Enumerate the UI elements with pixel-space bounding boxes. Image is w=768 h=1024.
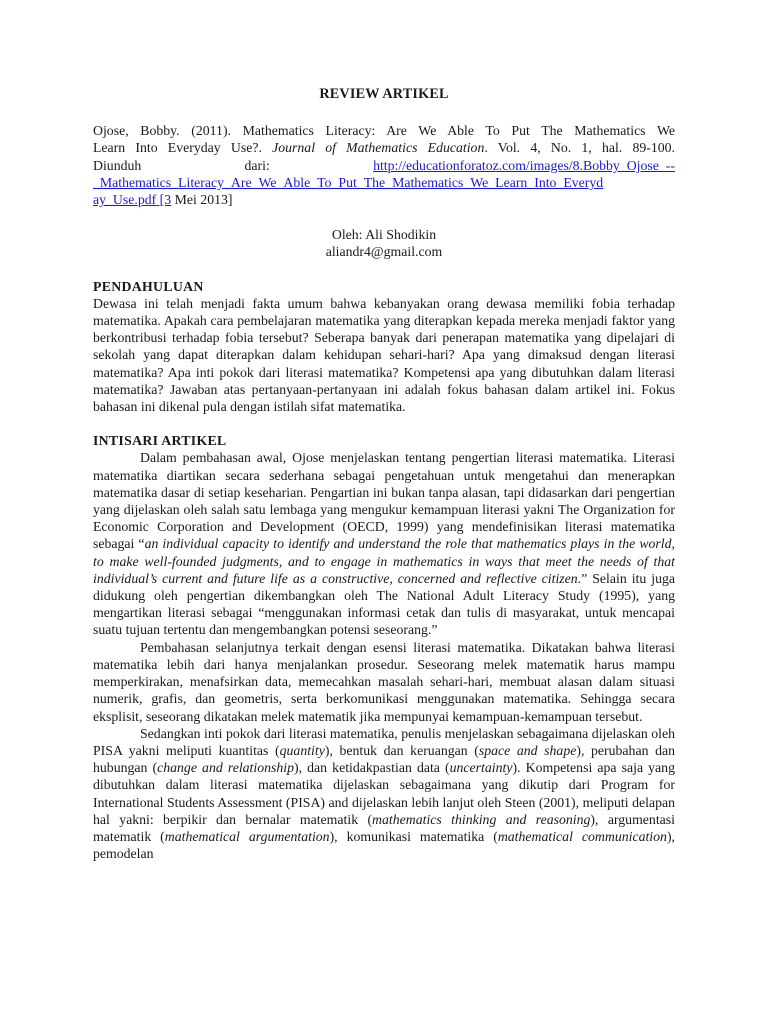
heading-intisari-artikel: INTISARI ARTIKEL [93, 433, 227, 449]
term-mathematics-thinking: mathematics thinking and reasoning [372, 811, 591, 827]
source-url-link-3[interactable]: ay_Use.pdf [93, 192, 157, 208]
intisari-p1-text-a: Dalam pembahasan awal, Ojose menjelaskan tentang pengertian literasi matematika. Literasi matematika diartikan secara sederhana sebagai pengetahuan untuk mengetahui dan menerapkan matematika dasar di setiap keseharian. Pengartian ini bukan tanpa alasan, tapi didasarkan dari pengertian yang dijelaskan oleh salah satu lembaga yang mengukur kemampuan literasi yakni The Organization for Economic Corporation and Development (OECD, 1999) yang mendefinisikan literasi matematika sebagai “ [93, 450, 675, 552]
intisari-p3-text-a: Sedangkan inti pokok dari literasi matematika, penulis menjelaskan sebagaimana dijelaskan oleh PISA yakni meliputi kuantitas ( [93, 725, 675, 758]
source-url-link-2[interactable]: _Mathematics_Literacy_Are_We_Able_To_Put_The_Mathematics_We_Learn_Into_Everyd [93, 174, 604, 190]
access-date-link[interactable]: [3 [156, 192, 172, 208]
intisari-paragraph-2: Pembahasan selanjutnya terkait dengan esensi literasi matematika. Dikatakan bahwa literasi matematika lebih dari hanya menjalankan prosedur. Seseorang melek matematik harus mampu memperkirakan, menafsirkan data, memecahkan masalah sehari-hari, membuat alasan dalam situasi numerik, grafis, dan geometris, serta berkomunikasi menggunakan matematika. Sehingga secara eksplisit, seseorang dikatakan melek matematik jika mempunyai kemampuan-kemampuan tersebut. [93, 639, 675, 724]
term-quantity: quantity [279, 742, 325, 758]
intisari-p3-text-b: ), bentuk dan keruangan ( [324, 742, 479, 758]
term-uncertainty: uncertainty [449, 760, 513, 776]
intisari-paragraph-1 [93, 449, 675, 638]
intisari-p3-text-f: ), argumentasi matematik ( [93, 811, 675, 844]
reference-line-5 [93, 191, 675, 208]
reference-line-1: Ojose, Bobby. (2011). Mathematics Literacy: Are We Able To Put The Mathematics We [93, 123, 675, 139]
reference-line-2 [93, 139, 675, 156]
intisari-p3-text-h: ), pemodelan [93, 828, 675, 862]
access-date: Mei 2013] [171, 192, 233, 208]
oecd-definition-quote: an individual capacity to identify and understand the role that mathematics plays in the world, to make well-founded judgments, and to engage in mathematics in ways that meet the needs of that individual’s current and future life as a constructive, concerned and reflective citizen. [93, 536, 675, 586]
pendahuluan-paragraph: Dewasa ini telah menjadi fakta umum bahwa kebanyakan orang dewasa memiliki fobia terhadap matematika. Apakah cara pembelajaran matematika yang diterapkan kepada mereka menjadi faktor yang berkontribusi terhadap fobia tersebut? Seberapa banyak dari penerapan matematika yang dipelajari di sekolah yang dapat diterapkan dalam kehidupan sehari-hari? Apa yang dimaksud dengan literasi matematika? Apa inti pokok dari literasi matematika? Kompetensi apa yang dibutuhkan dalam literasi matematika? Jawaban atas pertanyaan-pertanyaan ini adalah fokus bahasan dalam artikel ini. Fokus bahasan ini dikenal pula dengan istilah sifat matematika. [93, 295, 675, 415]
heading-pendahuluan: PENDAHULUAN [93, 278, 204, 294]
intisari-p3-text-g: ), komunikasi matematika ( [329, 828, 498, 844]
journal-name: Journal of Mathematics Education [272, 140, 485, 156]
intisari-p3-text-e: ). Kompetensi apa saja yang dibutuhkan dalam literasi matematika dijelaskan sebagaimana yang dikutip dari Program for International Students Assessment (PISA) and dijelaskan lebih lanjut oleh Steen (2001), meliputi delapan hal yakni: berpikir dan bernalar matematik ( [93, 760, 675, 827]
author-email: aliandr4@gmail.com [325, 244, 443, 260]
reference-line-3 [93, 157, 675, 174]
source-url-link-1[interactable]: http://educationforatoz.com/images/8.Bobby_Ojose_-- [373, 157, 675, 173]
term-space-and-shape: space and shape [478, 742, 577, 758]
diunduh-label: Diunduh [93, 157, 142, 173]
reference-line-2-pre: Learn Into Everyday Use?. [93, 140, 273, 156]
intisari-p3-text-d: ), dan ketidakpastian data ( [294, 760, 450, 776]
section-gap [93, 415, 675, 432]
document-page [93, 86, 675, 862]
term-mathematical-argumentation: mathematical argumentation [164, 828, 330, 844]
author-line: Oleh: Ali Shodikin [331, 227, 437, 243]
reference-line-2-post: . Vol. 4, No. 1, hal. 89-100. [484, 140, 675, 156]
intisari-p3-text-c: ), perubahan dan hubungan ( [93, 742, 675, 776]
term-mathematical-communication: mathematical communication [497, 828, 667, 844]
term-change-and-relationship: change and relationship [157, 760, 295, 776]
document-title: REVIEW ARTIKEL [319, 86, 449, 102]
intisari-p1-text-b: ” Selain itu juga didukung oleh pengertian dikembangkan oleh The National Adult Literacy Study (1995), yang mengartikan literasi sebagai “menggunakan informasi cetak dan tulis di masyarakat, untuk mencapai suatu tujuan tertentu dan mengembangkan potensi seseorang.” [93, 570, 675, 638]
reference-line-4 [93, 174, 675, 191]
dari-label: dari: [244, 157, 270, 173]
intisari-paragraph-3 [93, 725, 675, 863]
reference-citation [93, 122, 675, 208]
